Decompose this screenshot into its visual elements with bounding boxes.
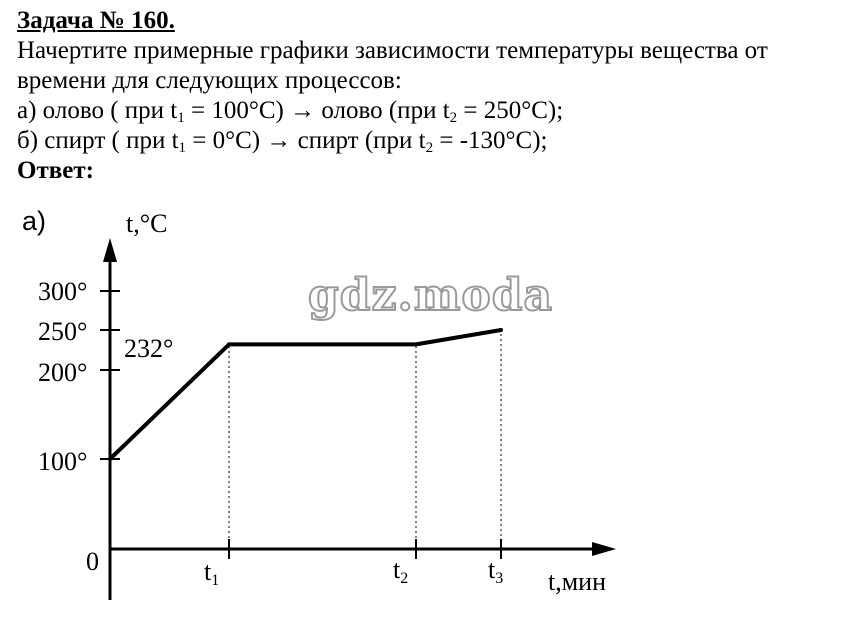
data-point-0 [108, 457, 112, 461]
annotation-232: 232° [124, 334, 174, 363]
task-title: Задача № 160. [17, 7, 175, 34]
task-prompt-line-2: времени для следующих процессов: [17, 67, 402, 94]
part-label: а) [22, 206, 47, 236]
item-b-mid: = 0°C) → спирт (при t [186, 127, 426, 154]
x-axis-arrow [592, 542, 616, 556]
y-ticks [38, 277, 120, 476]
data-point-t3 [499, 328, 503, 332]
y-tick-label-250: 250° [38, 317, 88, 346]
data-point-t2 [414, 342, 418, 346]
answer-label: Ответ: [17, 157, 94, 184]
y-tick-label-200: 200° [38, 358, 88, 387]
t2-main: t [393, 555, 401, 584]
origin-label: 0 [86, 547, 99, 576]
task-prompt-line-1: Начертите примерные графики зависимости температуры вещества от [17, 37, 768, 64]
data-point-t1 [227, 342, 231, 346]
x-tick-label-t1 [204, 557, 219, 589]
item-b-prefix: б) спирт ( при t [17, 127, 179, 154]
y-tick-label-100: 100° [38, 447, 88, 476]
item-b-sub2: 2 [425, 140, 434, 156]
x-ticks [204, 539, 503, 589]
item-a-suffix: = 250°C); [457, 97, 564, 124]
item-a-prefix: а) олово ( при t [17, 97, 178, 124]
y-axis-arrow [103, 238, 117, 262]
x-tick-label-t2 [393, 555, 408, 587]
item-b-sub1: 1 [178, 140, 187, 156]
t2-sub: 2 [400, 570, 409, 587]
item-a-sub1: 1 [177, 110, 185, 126]
t3-sub: 3 [495, 570, 504, 587]
item-a-mid: = 100°C) → олово (при t [184, 97, 450, 124]
t1-sub: 1 [211, 572, 220, 589]
item-b-suffix: = -130°C); [433, 127, 548, 154]
item-a-sub2: 2 [449, 110, 458, 126]
t1-main: t [204, 557, 212, 586]
t3-main: t [488, 555, 496, 584]
y-axis-label: t,°C [126, 209, 168, 238]
x-tick-label-t3 [488, 555, 503, 587]
x-axis-label: t,мин [548, 567, 607, 596]
y-tick-label-300: 300° [38, 277, 88, 306]
watermark: gdz.moda [308, 270, 554, 321]
